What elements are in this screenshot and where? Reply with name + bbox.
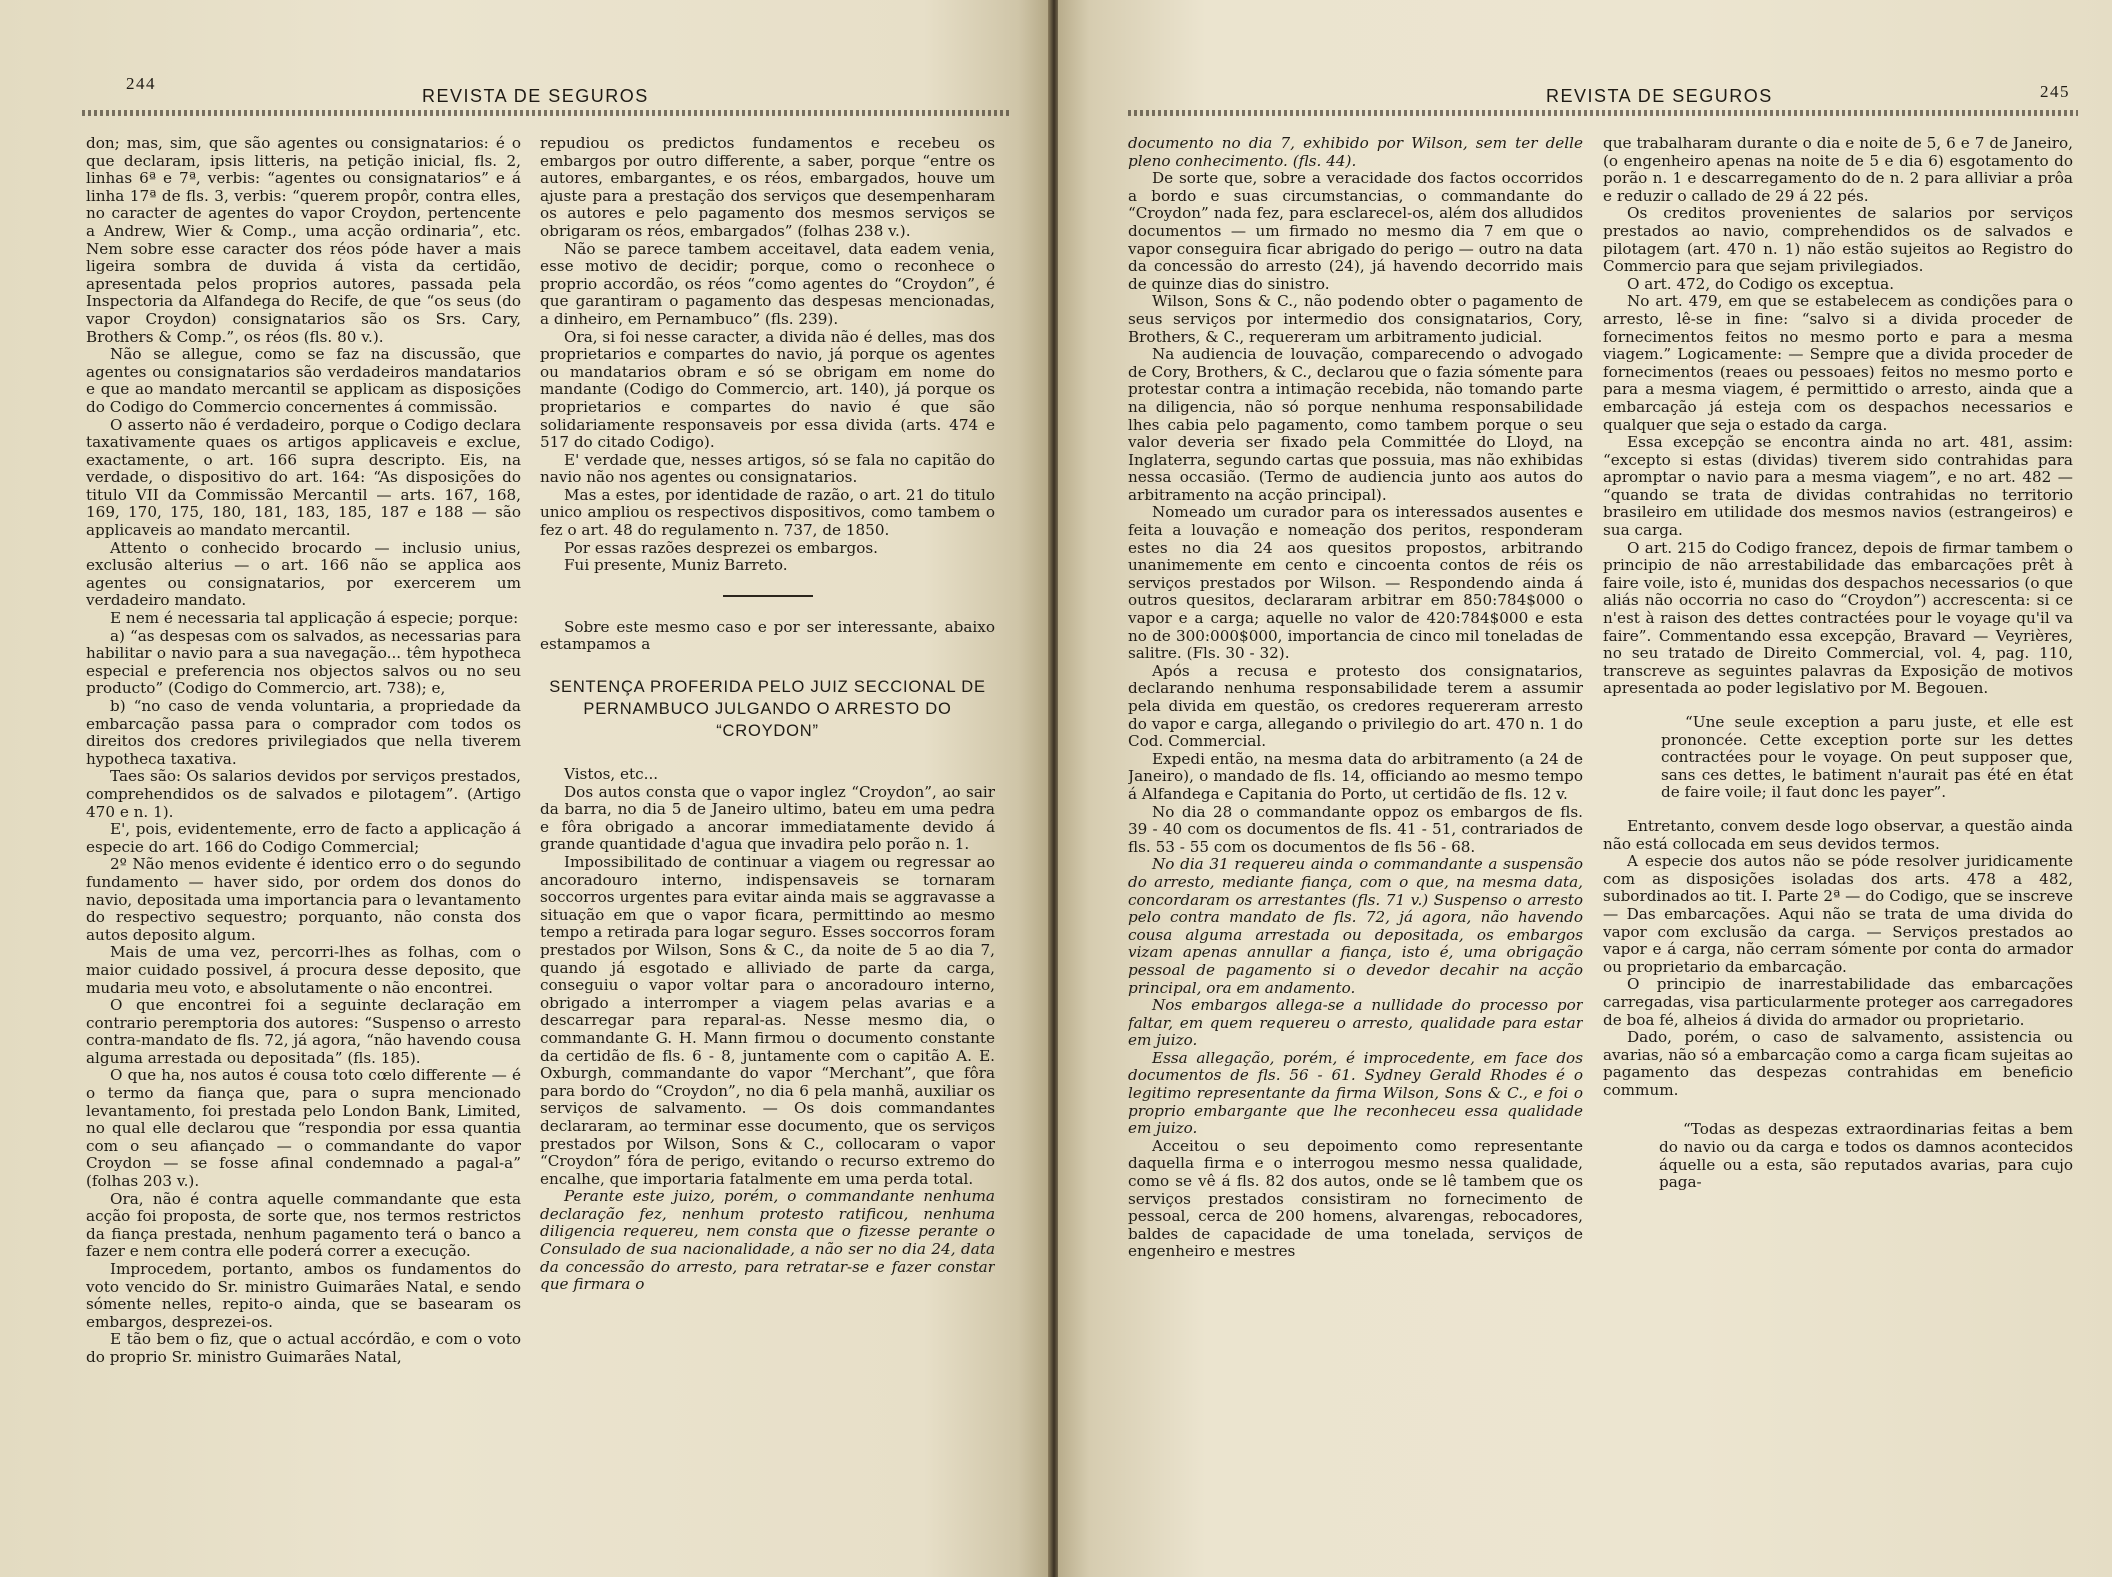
paragraph: De sorte que, sobre a veracidade dos factos occorridos a bordo e suas circumstancias, o commandante do “Croydon” nada fez, para esclarecel-os, além dos alludidos documentos — um firmado no mesmo dia 7 em que o vapor conseguira ficar abrigado do perigo — outro na data da concessão do arresto (24), já havendo decorrido mais de quinze dias do sinistro. — [1128, 169, 1583, 293]
block-quote: “Todas as despezas extraordinarias feitas a bem do navio ou da carga e todos os damnos acontecidos áquelle ou a esta, são reputados avarias, para cujo paga- — [1659, 1120, 2073, 1192]
paragraph: b) “no caso de venda voluntaria, a propriedade da embarcação passa para o comprador com todos os direitos dos credores privilegiados que nella tiverem hypotheca taxativa. — [86, 697, 521, 768]
paragraph: Por essas razões desprezei os embargos. — [564, 538, 878, 557]
right-page-header — [1128, 80, 2078, 110]
paragraph: Entretanto, convem desde logo observar, a questão ainda não está collocada em seus devidos termos. — [1603, 816, 2073, 853]
paragraph: Essa excepção se encontra ainda no art. 481, assim: “excepto si estas (dividas) tiverem sido contrahidas para apromptar o navio para a mesma viagem”, e no art. 482 — “quando se trata de dividas contrahidas no territorio brasileiro em utilidade dos mesmos navios (estrangeiros) e sua carga. — [1603, 433, 2073, 540]
right-page — [1058, 0, 2112, 1577]
paragraph: Não se allegue, como se faz na discussão, que agentes ou consignatarios são verdadeiros mandatarios e que ao mandato mercantil se applicam as disposições do Codigo do Commercio concernentes á commissão. — [86, 345, 521, 416]
right-column-1 — [1128, 135, 1583, 1261]
paragraph: Impossibilitado de continuar a viagem ou regressar ao ancoradouro interno, indispensaveis se tornaram soccorros urgentes para evitar ainda mais se aggravasse a situação em que o vapor ficara, permittindo ao mesmo tempo a retirada para logar seguro. Esses soccorros foram prestados por Wilson, Sons & C., da noite de 5 ao dia 7, quando já esgotado e alliviado de parte da carga, conseguiu o vapor voltar para o ancoradouro interno, obrigado a interromper a viagem pelas avarias e a descarregar para reparal-as. Nesse mesmo dia, o commandante G. H. Mann firmou o documento constante da certidão de fls. 6 - 8, juntamente com o capitão A. E. Oxburgh, commandante do vapor “Merchant”, que fôra para bordo do “Croydon”, no dia 6 pela manhã, auxiliar os serviços de salvamento. — Os dois commandantes declararam, ao terminar esse documento, que os serviços prestados por Wilson, Sons & C., collocaram o vapor “Croydon” fóra de perigo, evitando o recurso extremo do encalhe, que importaria fatalmente em uma perda total. — [540, 853, 995, 1188]
paragraph: O art. 472, do Codigo os exceptua. — [1627, 274, 1895, 293]
paragraph: 2º Não menos evidente é identico erro o do segundo fundamento — haver sido, por ordem dos donos do navio, depositada uma importancia para o levantamento do respectivo sequestro; porquanto, não consta dos autos deposito algum. — [86, 855, 521, 944]
paragraph: Nomeado um curador para os interessados ausentes e feita a louvação e nomeação dos peritos, responderam estes no dia 24 aos quesitos propostos, arbitrando unanimemente em cento e cincoenta contos de réis os serviços prestados por Wilson. — Respondendo ainda á outros quesitos, declararam arbitrar em 850:784$000 o vapor e a carga; aquelle no valor de 420:784$000 e esta no de 300:000$000, importancia de cinco mil toneladas de salitre. (Fls. 30 - 32). — [1128, 503, 1583, 663]
paragraph: a) “as despesas com os salvados, as necessarias para habilitar o navio para a sua navegação... têm hypotheca especial e preferencia nos objectos salvos ou no seu producto” (Codigo do Commercio, art. 738); e, — [86, 626, 521, 698]
left-page — [0, 0, 1050, 1577]
left-running-head: REVISTA DE SEGUROS — [422, 86, 649, 106]
paragraph: Mas a estes, por identidade de razão, o art. 21 do titulo unico ampliou os respectivos dispositivos, como tambem o fez o art. 48 do regulamento n. 737, de 1850. — [540, 485, 995, 540]
paragraph: Perante este juizo, porém, o commandante nenhuma declaração fez, nenhum protesto ratificou, nenhuma diligencia requereu, nem consta que o fizesse perante o Consulado de sua nacionalidade, a não ser no dia 24, data da concessão do arresto, para retratar-se e fazer constar que firmara o — [540, 1187, 995, 1294]
paragraph: No dia 28 o commandante oppoz os embargos de fls. 39 - 40 com os documentos de fls. 41 - 51, contrariados de fls. 53 - 55 com os documentos de fls 56 - 68. — [1128, 802, 1583, 856]
paragraph: Ora, não é contra aquelle commandante que esta acção foi proposta, de sorte que, nos termos restrictos da fiança prestada, nenhum pagamento terá o banco a fazer e nem contra elle poderá correr a execução. — [86, 1189, 521, 1261]
paragraph: Vistos, etc... — [564, 765, 659, 784]
paragraph: Após a recusa e protesto dos consignatarios, declarando nenhuma responsabilidade terem a assumir pela divida em questão, os credores requereram arresto do vapor e carga, allegando o privilegio do art. 470 n. 1 do Cod. Commercial. — [1128, 661, 1583, 751]
paragraph: E tão bem o fiz, que o actual accórdão, e com o voto do proprio Sr. ministro Guimarães Natal, — [86, 1330, 521, 1366]
paragraph: documento no dia 7, exhibido por Wilson, sem ter delle pleno conhecimento. (fls. 44). — [1128, 135, 1583, 170]
intro-text: Sobre este mesmo caso e por ser interessante, abaixo estampamos a — [540, 617, 995, 654]
paragraph: que trabalharam durante o dia e noite de 5, 6 e 7 de Janeiro, (o engenheiro apenas na noite de 5 e dia 6) esgotamento do porão n. 1 e descarregamento do de n. 2 para alliviar a prôa e reduzir o callado de 29 á 22 pés. — [1603, 135, 2073, 205]
paragraph: Mais de uma vez, percorri-lhes as folhas, com o maior cuidado possivel, á procura desse deposito, que mudaria meu voto, e absolutamente o não encontrei. — [86, 943, 521, 997]
paragraph: Expedi então, na mesma data do arbitramento (a 24 de Janeiro), o mandado de fls. 14, officiando ao mesmo tempo á Alfandega e Capitania do Porto, ut certidão de fls. 12 v. — [1128, 749, 1583, 803]
paragraph: Ora, si foi nesse caracter, a divida não é delles, mas dos proprietarios e compartes do navio, já porque os agentes ou mandatarios obram e só se obrigam em nome do mandante (Codigo do Commercio, art. 140), já porque os proprietarios e compartes do navio é que são solidariamente responsaveis por essa divida (arts. 474 e 517 do citado Codigo). — [540, 327, 995, 452]
paragraph: No dia 31 requereu ainda o commandante a suspensão do arresto, mediante fiança, com o que, na mesma data, concordaram os arrestantes (fls. 71 v.) Suspenso o arresto pelo contra mandato de fls. 72, já agora, não havendo cousa alguma arrestada ou depositada, os embargos vizam apenas annullar a fiança, isto é, uma obrigação pessoal de pagamento si o devedor decahir na acção principal, ora em andamento. — [1128, 855, 1583, 997]
paragraph: No art. 479, em que se estabelecem as condições para o arresto, lê-se in fine: “salvo si a divida proceder de fornecimentos feitos no mesmo porto e para a mesma viagem.” Logicamente: — Sempre que a divida proceder de fornecimentos (reaes ou pessoaes) feitos no mesmo porto e para a mesma viagem, é permittido o arresto, ainda que a embarcação já esteja com os despachos necessarios e qualquer que seja o estado da carga. — [1603, 292, 2073, 434]
paragraph: Acceitou o seu depoimento como representante daquella firma e o interrogou mesmo nessa qualidade, como se vê á fls. 82 dos autos, onde se lê tambem que os serviços prestados consistiram no fornecimento de pessoal, cerca de 200 homens, alvarengas, rebocadores, baldes de capacidade de uma tonelada, serviços de engenheiro e mestres — [1128, 1136, 1583, 1261]
right-page-number: 245 — [2040, 82, 2070, 101]
paragraph: Dado, porém, o caso de salvamento, assistencia ou avarias, não só a embarcação como a carga ficam sujeitas ao pagamento das despezas contrahidas em beneficio commum. — [1603, 1028, 2073, 1099]
paragraph: Essa allegação, porém, é improcedente, em face dos documentos de fls. 56 - 61. Sydney Gerald Rhodes é o legitimo representante da firma Wilson, Sons & C., e foi o proprio embargante que lhe reconheceu essa qualidade em juizo. — [1128, 1048, 1583, 1138]
paragraph: O art. 215 do Codigo francez, depois de firmar tambem o principio de não arrestabilidade das embarcações prêt à faire voile, isto é, munidas dos despachos necessarios (o que aliás não occorria no caso do “Croydon”) accrescenta: si ce n'est à raison des dettes contractées pour le voyage qu'il va faire”. Commentando essa excepção, Bravard — Veyrières, no seu tratado de Direito Commercial, vol. 4, pag. 110, transcreve as seguintes palavras da Exposição de motivos apresentada ao poder legislativo por M. Begouen. — [1603, 538, 2073, 698]
paragraph: E', pois, evidentemente, erro de facto a applicação á especie do art. 166 do Codigo Commercial; — [86, 820, 521, 856]
block-quote: “Une seule exception a paru juste, et elle est prononcée. Cette exception porte sur les dettes contractées pour le voyage. On peut supposer que, sans ces dettes, le batiment n'aurait pas été en état de faire voile; il faut donc les payer”. — [1661, 713, 2073, 802]
paragraph: Na audiencia de louvação, comparecendo o advogado de Cory, Brothers, & C., declarou que o fazia sómente para protestar contra a intimação recebida, não tomando parte na diligencia, não só porque nenhuma responsabilidade lhes cabia pelo pagamento, como tambem porque o seu valor deveria ser fixado pela Committée do Lloyd, na Inglaterra, segundo cartas que possuia, mas não exhibidas nessa occasião. (Termo de audiencia junto aos autos do arbitramento na acção principal). — [1128, 345, 1583, 504]
wavy-rule — [1128, 110, 2078, 116]
left-column-2 — [540, 135, 995, 1294]
signature-line: Fui presente, Muniz Barreto. — [564, 556, 788, 575]
paragraph: O que ha, nos autos é cousa toto cœlo differente — é o termo da fiança que, para o supra mencionado levantamento, foi prestada pelo London Bank, Limited, no qual elle declarou que “respondia por essa quantia com o seu afiançado — o commandante do vapor Croydon — se fosse afinal condemnado a pagal-a” (folhas 203 v.). — [86, 1066, 521, 1191]
paragraph: E' verdade que, nesses artigos, só se fala no capitão do navio não nos agentes ou consignatarios. — [540, 450, 995, 487]
paragraph: Não se parece tambem acceitavel, data eadem venia, esse motivo de decidir; porque, como o reconhece o proprio accordão, os réos “como agentes do “Croydon”, é que garantiram o pagamento das despesas mencionadas, a dinheiro, em Pernambuco” (fls. 239). — [540, 239, 995, 328]
paragraph: repudiou os predictos fundamentos e recebeu os embargos por outro differente, a saber, porque “entre os autores, embargantes, e os réos, embargados, houve um ajuste para a prestação dos serviços que desempenharam os autores e pelo pagamento dos mesmos serviços se obrigaram os réos, embargados” (folhas 238 v.). — [540, 135, 995, 240]
paragraph: Dos autos consta que o vapor inglez “Croydon”, ao sair da barra, no dia 5 de Janeiro ultimo, bateu em uma pedra e fôra obrigado a ancorar immediatamente devido á grande quantidade d'agua que invadira pelo porão n. 1. — [540, 782, 995, 854]
paragraph: E nem é necessaria tal applicação á especie; porque: — [110, 609, 519, 628]
paragraph: Nos embargos allega-se a nullidade do processo por faltar, em quem requereu o arresto, qualidade para estar em juizo. — [1128, 996, 1583, 1050]
paragraph: Wilson, Sons & C., não podendo obter o pagamento de seus serviços por intermedio dos consignatarios, Cory, Brothers, & C., requereram um arbitramento judicial. — [1128, 292, 1583, 346]
left-page-number: 244 — [126, 74, 156, 93]
paragraph: don; mas, sim, que são agentes ou consignatarios: é o que declaram, ipsis litteris, na petição inicial, fls. 2, linhas 6ª e 7ª, verbis: “agentes ou consignatarios” e á linha 17ª de fls. 3, verbis: “querem propôr, contra elles, no caracter de agentes do vapor Croydon, pertencente a Andrew, Wier & Comp., uma acção ordinaria”, etc. Nem sobre esse caracter dos réos póde haver a mais ligeira sombra de duvida á vista da certidão, apresentada pelos proprios autores, passada pela Inspectoria da Alfandega do Recife, de que “os seus (do vapor Croydon) consignatarios são os Srs. Cary, Brothers & Comp.”, os réos (fls. 80 v.). — [86, 135, 521, 346]
paragraph: Attento o conhecido brocardo — inclusio unius, exclusão alterius — o art. 166 não se applica aos agentes ou consignatarios, por exercerem um verdadeiro mandato. — [86, 538, 521, 610]
paragraph: Taes são: Os salarios devidos por serviços prestados, comprehendidos os de salvados e pilotagem”. (Artigo 470 e n. 1). — [86, 767, 521, 821]
paragraph: A especie dos autos não se póde resolver juridicamente com as disposições isoladas dos arts. 478 a 482, subordinados ao tit. I. Parte 2ª — do Codigo, que se inscreve — Das embarcações. Aqui não se trata de uma divida do vapor com exclusão da carga. — Serviços prestados ao vapor e á carga, não cerram sómente por conta do armador ou proprietario da embarcação. — [1603, 852, 2073, 976]
section-heading: SENTENÇA PROFERIDA PELO JUIZ SECCIONAL DE PERNAMBUCO JULGANDO O ARRESTO DO “CROYDON” — [549, 678, 986, 741]
left-page-header — [82, 74, 1012, 110]
paragraph: Os creditos provenientes de salarios por serviços prestados ao navio, comprehendidos os de salvados e pilotagem (art. 470 n. 1) não estão sujeitos ao Registro do Commercio para que sejam privilegiados. — [1603, 204, 2073, 276]
paragraph: O asserto não é verdadeiro, porque o Codigo declara taxativamente quaes os artigos applicaveis e exclue, exactamente, o art. 166 supra descripto. Eis, na verdade, o dispositivo do art. 164: “As disposições do titulo VII da Commissão Mercantil — arts. 167, 168, 169, 170, 175, 180, 181, 183, 185, 187 e 188 — são applicaveis ao mandato mercantil. — [86, 415, 521, 540]
left-column-1 — [86, 135, 521, 1367]
right-column-2 — [1603, 135, 2073, 1192]
paragraph: O que encontrei foi a seguinte declaração em contrario peremptoria dos autores: “Suspenso o arresto contra-mandato de fls. 72, já agora, “não havendo cousa alguma arrestada ou depositada” (fls. 185). — [86, 996, 521, 1067]
wavy-rule — [82, 110, 1012, 116]
paragraph: O principio de inarrestabilidade das embarcações carregadas, visa particularmente proteger aos carregadores de boa fé, alheios á divida do armador ou proprietario. — [1603, 975, 2073, 1029]
right-running-head: REVISTA DE SEGUROS — [1546, 86, 1773, 106]
section-divider — [723, 595, 813, 597]
paragraph: Improcedem, portanto, ambos os fundamentos do voto vencido do Sr. ministro Guimarães Natal, e sendo sómente nelles, repito-o ainda, que se basearam os embargos, desprezei-os. — [86, 1260, 521, 1331]
